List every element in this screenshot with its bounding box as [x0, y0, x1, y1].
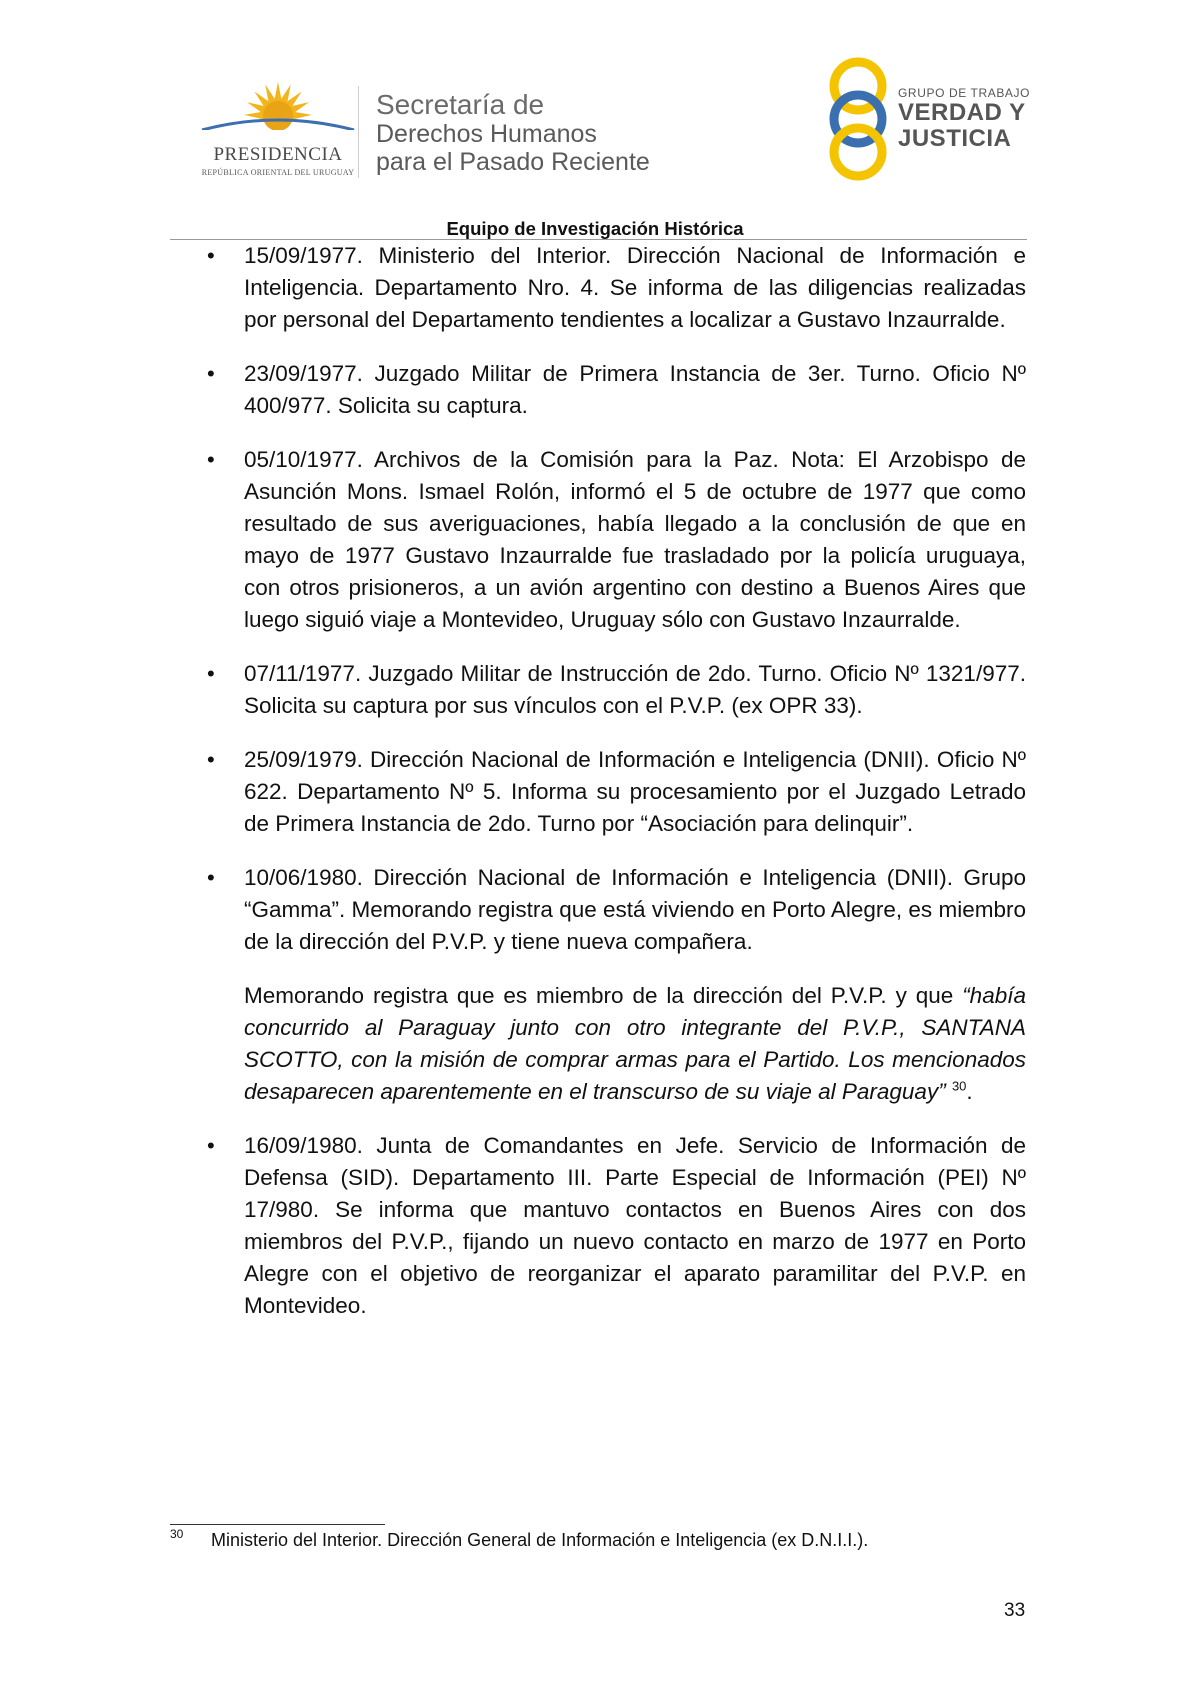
footnote-text: Ministerio del Interior. Dirección General de Información e Inteligencia (ex D.N.I.I.). [211, 1530, 869, 1550]
list-item [207, 1130, 1026, 1322]
list-item [207, 744, 1026, 840]
bullet-icon: • [207, 243, 215, 268]
page-number: 33 [1004, 1600, 1026, 1621]
list-item [207, 358, 1026, 422]
grupo-trabajo-label: GRUPO DE TRABAJO [898, 86, 1031, 100]
logo-divider [358, 86, 359, 178]
document-body [207, 240, 1026, 1344]
verdad-label: VERDAD Y [898, 99, 1026, 126]
footnote-rule [170, 1524, 385, 1525]
bullet-icon: • [207, 747, 215, 772]
bullet-icon: • [207, 661, 215, 686]
continuation-lead: Memorando registra que es miembro de la dirección del P.V.P. y que [244, 983, 963, 1008]
footnote-reference[interactable]: 30 [951, 1078, 967, 1094]
secretaria-line-2: Derechos Humanos [376, 120, 597, 148]
page-header [0, 0, 1190, 240]
secretaria-line-3: para el Pasado Reciente [376, 148, 650, 176]
continuation-end: . [966, 1079, 973, 1104]
secretaria-line-1: Secretaría de [376, 89, 545, 120]
interlocking-rings-icon [822, 56, 898, 182]
entry-text: 25/09/1979. Dirección Nacional de Información e Inteligencia (DNII). Oficio Nº 622. Departamento Nº 5. Informa su procesamiento por el Juzgado Letrado de Primera Instancia de 2do. Turno por “Asociación para delinquir”. [244, 747, 1026, 836]
presidencia-wordmark: PRESIDENCIA [213, 144, 343, 165]
presidencia-subtitle: REPÚBLICA ORIENTAL DEL URUGUAY [201, 168, 355, 177]
entry-text: 05/10/1977. Archivos de la Comisión para la Paz. Nota: El Arzobispo de Asunción Mons. Ismael Rolón, informó el 5 de octubre de 1977 que como resultado de sus averiguaciones, había llegado a la conclusión de que en mayo de 1977 Gustavo Inzaurralde fue trasladado por la policía uruguaya, con otros prisioneros, a un avión argentino con destino a Buenos Aires que luego siguió viaje a Montevideo, Uruguay sólo con Gustavo Inzaurralde. [244, 447, 1026, 632]
bullet-icon: • [207, 361, 215, 386]
list-item [207, 862, 1026, 958]
list-item [207, 444, 1026, 636]
entry-text: 10/06/1980. Dirección Nacional de Información e Inteligencia (DNII). Grupo “Gamma”. Memorando registra que está viviendo en Porto Alegre, es miembro de la dirección del P.V.P. y tiene nueva compañera. [244, 865, 1026, 954]
presidencia-logo [198, 80, 358, 180]
list-item [207, 240, 1026, 336]
secretaria-wordmark [376, 90, 650, 176]
justicia-label: JUSTICIA [898, 125, 1012, 152]
entry-text: 15/09/1977. Ministerio del Interior. Dirección Nacional de Información e Inteligencia. Departamento Nro. 4. Se informa de las diligencias realizadas por personal del Departamento tendientes a localizar a Gustavo Inzaurralde. [244, 243, 1026, 332]
entry-text: 23/09/1977. Juzgado Militar de Primera Instancia de 3er. Turno. Oficio Nº 400/977. Solicita su captura. [244, 361, 1026, 418]
entry-text: 07/11/1977. Juzgado Militar de Instrucción de 2do. Turno. Oficio Nº 1321/977. Solicita su captura por sus vínculos con el P.V.P. (ex OPR 33). [244, 661, 1026, 718]
list-item [207, 658, 1026, 722]
bullet-icon: • [207, 1133, 215, 1158]
sun-emblem-icon [198, 80, 358, 146]
verdad-justicia-wordmark [898, 86, 1030, 152]
quoted-text: “había concurrido al Paraguay junto con otro integrante del P.V.P., SANTANA SCOTTO, con la misión de comprar armas para el Partido. Los mencionados desaparecen aparentemente en el transcurso de su viaje al Paraguay” [244, 983, 1026, 1104]
team-title: Equipo de Investigación Histórica [446, 218, 744, 239]
entry-text: 16/09/1980. Junta de Comandantes en Jefe. Servicio de Información de Defensa (SID). Departamento III. Parte Especial de Información (PEI) Nº 17/980. Se informa que mantuvo contactos en Buenos Aires con dos miembros del P.V.P., fijando un nuevo contacto en marzo de 1977 en Porto Alegre con el objetivo de reorganizar el aparato paramilitar del P.V.P. en Montevideo. [244, 1133, 1026, 1318]
continuation-paragraph [244, 980, 1026, 1108]
bullet-icon: • [207, 447, 215, 472]
footnote-number: 30 [170, 1527, 184, 1541]
bullet-icon: • [207, 865, 215, 890]
